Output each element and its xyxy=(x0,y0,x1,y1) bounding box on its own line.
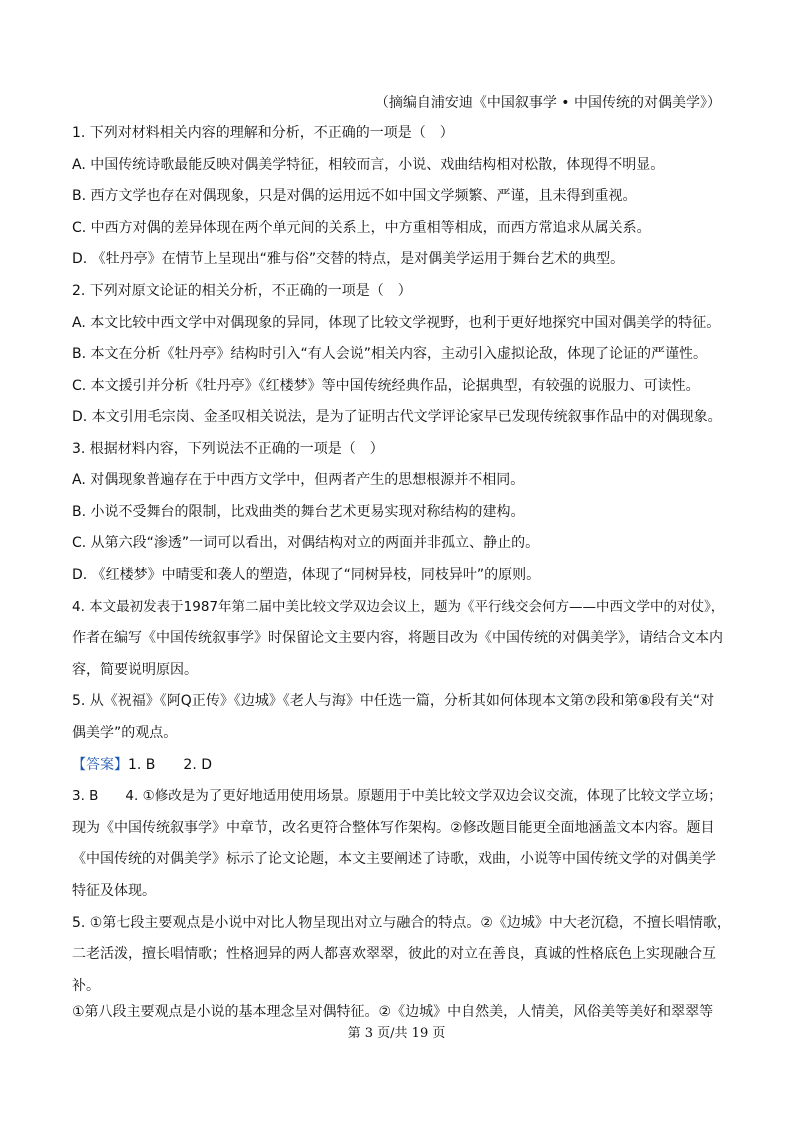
answer-4-line-2: 现为《中国传统叙事学》中章节，改名更符合整体写作架构。②修改题目能更全面地涵盖文本内容。题目 xyxy=(72,820,715,836)
answer-5-line-4: ①第八段主要观点是小说的基本理念呈对偶特征。②《边城》中自然美，人情美，风俗美等美好和翠翠等 xyxy=(72,1004,714,1020)
answer-5-line-2: 二老活泼，擅长唱情歌；性格迥异的两人都喜欢翠翠，彼此的对立在善良，真诚的性格底色上实现融合互 xyxy=(72,946,716,962)
q3-option-b: B. 小说不受舞台的限制，比戏曲类的舞台艺术更易实现对称结构的建构。 xyxy=(72,504,525,520)
q1-option-d: D. 《牡丹亭》在情节上呈现出“雅与俗”交替的特点，是对偶美学运用于舞台艺术的典型。 xyxy=(72,251,625,267)
answer-5-line-1: 5. ①第七段主要观点是小说中对比人物呈现出对立与融合的特点。②《边城》中大老沉稳，不擅长唱情歌， xyxy=(72,915,731,931)
q4-line-2: 作者在编写《中国传统叙事学》时保留论文主要内容，将题目改为《中国传统的对偶美学》，请结合文本内 xyxy=(72,630,723,646)
q4-line-3: 容，简要说明原因。 xyxy=(72,662,198,678)
q2-option-c: C. 本文援引并分析《牡丹亭》《红楼梦》等中国传统经典作品，论据典型，有较强的说服力、可读性。 xyxy=(72,378,700,394)
q2-stem: 2. 下列对原文论证的相关分析，不正确的一项是（ ） xyxy=(72,283,412,299)
q3-option-c: C. 从第六段“渗透”一词可以看出，对偶结构对立的两面并非孤立、静止的。 xyxy=(72,535,540,551)
q5-line-2: 偶美学”的观点。 xyxy=(72,725,178,741)
answer-4-line-3: 《中国传统的对偶美学》标示了论文论题，本文主要阐述了诗歌，戏曲，小说等中国传统文学的对偶美学 xyxy=(72,851,716,867)
q5-line-1: 5. 从《祝福》《阿Q正传》《边城》《老人与海》中任选一篇，分析其如何体现本文第⑦段和第⑧段有关“对 xyxy=(72,693,715,709)
q3-option-a: A. 对偶现象普遍存在于中西方文学中，但两者产生的思想根源并不相同。 xyxy=(72,472,525,488)
answer-5-line-3: 补。 xyxy=(72,978,100,994)
q1-option-a: A. 中国传统诗歌最能反映对偶美学特征，相较而言，小说、戏曲结构相对松散，体现得不明显。 xyxy=(72,157,665,173)
answer-first: 1. B 2. D xyxy=(128,757,212,773)
q2-option-d: D. 本文引用毛宗岗、金圣叹相关说法，是为了证明古代文学评论家早已发现传统叙事作品中的对偶现象。 xyxy=(72,409,722,425)
q4-line-1: 4. 本文最初发表于1987年第二届中美比较文学双边会议上，题为《平行线交会何方——中西文学中的对仗》， xyxy=(72,599,725,615)
page-number-footer: 第 3 页/共 19 页 xyxy=(347,1026,446,1041)
q1-option-b: B. 西方文学也存在对偶现象，只是对偶的运用远不如中国文学频繁、严谨，且未得到重视。 xyxy=(72,188,637,204)
answer-4-line-1: 3. B 4. ①修改是为了更好地适用使用场景。原题用于中美比较文学双边会议交流，体现了比较文学立场； xyxy=(72,788,722,804)
source-citation: （摘编自浦安迪《中国叙事学 • 中国传统的对偶美学》） xyxy=(374,95,721,111)
q1-option-c: C. 中西方对偶的差异体现在两个单元间的关系上，中方重相等相成，而西方常追求从属关系。 xyxy=(72,220,651,236)
q2-option-b: B. 本文在分析《牡丹亭》结构时引入“有人会说”相关内容，主动引入虚拟论敌，体现了论证的严谨性。 xyxy=(72,346,708,362)
answer-4-line-4: 特征及体现。 xyxy=(72,883,156,899)
answer-line-1 xyxy=(72,755,212,775)
q3-option-d: D. 《红楼梦》中晴雯和袭人的塑造，体现了“同树异枝，同枝异叶”的原则。 xyxy=(72,567,541,583)
answer-tag: 【答案】 xyxy=(72,757,128,773)
q2-option-a: A. 本文比较中西文学中对偶现象的异同，体现了比较文学视野，也利于更好地探究中国对偶美学的特征。 xyxy=(72,315,721,331)
q3-stem: 3. 根据材料内容，下列说法不正确的一项是（ ） xyxy=(72,441,384,457)
q1-stem: 1. 下列对材料相关内容的理解和分析，不正确的一项是（ ） xyxy=(72,125,454,141)
